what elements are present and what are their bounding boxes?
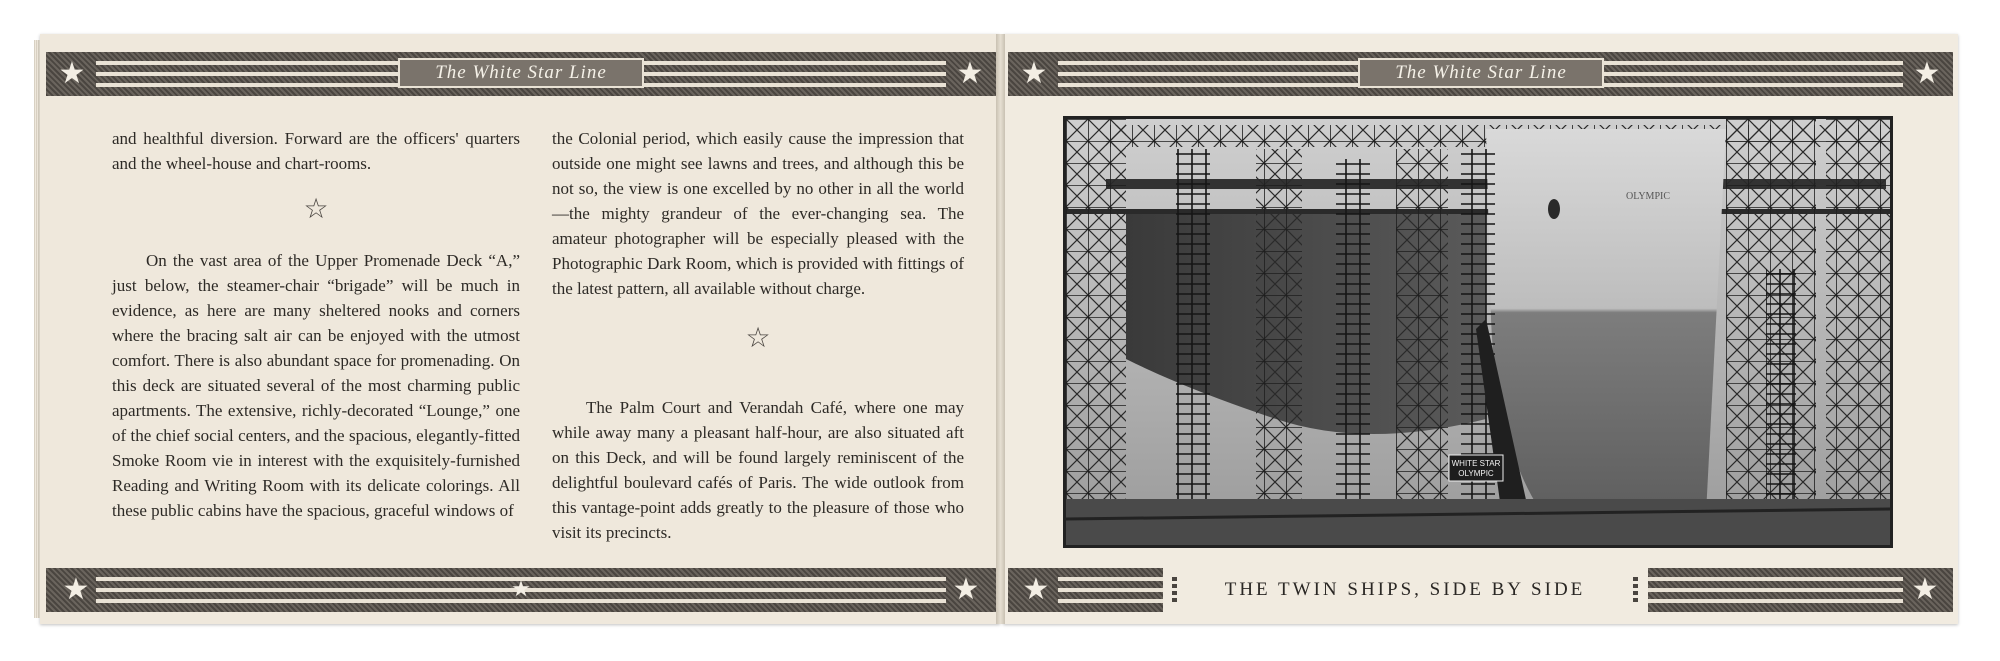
caption-text: THE TWIN SHIPS, SIDE BY SIDE (1224, 579, 1586, 600)
sign-line-1: WHITE STAR (1451, 459, 1501, 468)
paragraph: the Colonial period, which easily cause the impression that outside one might see lawns and trees, and although this be not so, the view is one excelled by no other in all the world—the mighty grandeur of the ever-changing sea. The amateur photographer will be especially pleased with the Photographic Dark Room, which is provided with fittings of the latest pattern, all available without charge. (552, 129, 964, 298)
star-icon: ★ (58, 56, 86, 91)
photo-caption (1170, 575, 1640, 605)
hull-name: OLYMPIC (1626, 191, 1671, 202)
star-icon: ★ (1020, 56, 1048, 91)
paragraph: and healthful diversion. Forward are the officers' quarters and the wheel-house and chart-rooms. (112, 129, 520, 173)
book-gutter (996, 34, 1005, 624)
header-band-right (1008, 52, 1953, 96)
paragraph: The Palm Court and Verandah Café, where one may while away many a pleasant half-hour, are also situated aft on this Deck, and will be found largely reminiscent of the delightful boulevard cafés of Paris. The wide outlook from this vantage-point adds greatly to the pleasure of those who visit its precincts. (552, 398, 964, 542)
star-separator-icon: ☆ (303, 192, 329, 225)
paragraph: On the vast area of the Upper Promenade Deck “A,” just below, the steamer-chair “brigade” will be much in evidence, as here are many sheltered nooks and corners where the bracing salt air can be enjoyed with the utmost comfort. There is also abundant space for promenading. On this deck are situated several of the most charming public apartments. The extensive, richly-decorated “Lounge,” one of the chief social centers, and the spacious, elegantly-fitted Smoke Room vie in interest with the exquisitely-furnished Reading and Writing Room with its delicate colorings. All these public cabins have the spacious, graceful windows of (112, 251, 520, 520)
white-star-line-plaque: The White Star Line (1358, 58, 1604, 88)
star-separator-icon: ☆ (745, 321, 771, 354)
star-icon: ★ (1022, 572, 1050, 607)
footer-band-right-left-segment (1008, 568, 1163, 612)
star-icon: ★ (1911, 572, 1939, 607)
sign-line-2: OLYMPIC (1458, 469, 1494, 478)
star-icon: ★ (952, 572, 980, 607)
text-column-2 (552, 126, 964, 545)
twin-ships-photograph (1063, 116, 1893, 548)
footer-band-left (46, 568, 996, 612)
star-icon: ★ (511, 577, 531, 602)
star-icon: ★ (1913, 56, 1941, 91)
star-icon: ★ (62, 572, 90, 607)
text-column-1 (112, 126, 520, 523)
star-icon: ★ (956, 56, 984, 91)
header-band-left (46, 52, 996, 96)
white-star-line-plaque: The White Star Line (398, 58, 644, 88)
footer-band-right-right-segment (1648, 568, 1953, 612)
